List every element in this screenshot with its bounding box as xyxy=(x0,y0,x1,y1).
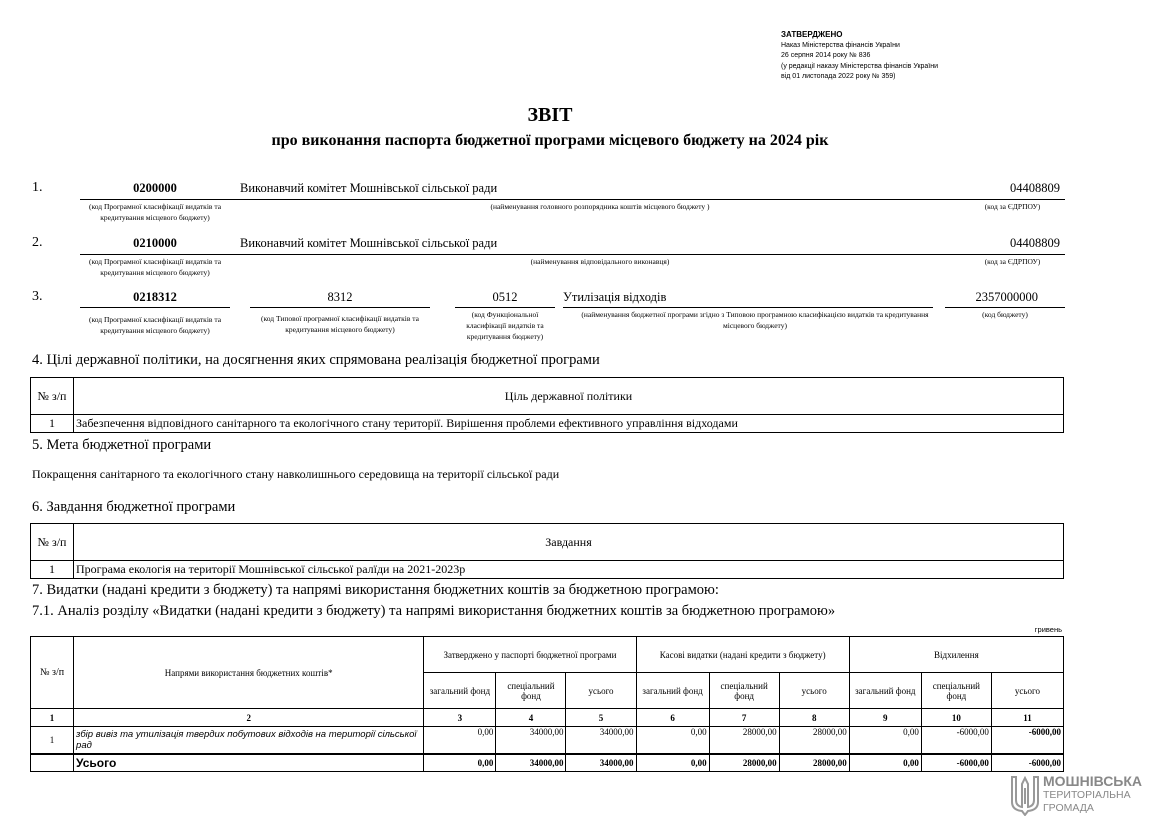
row3-underline-tpkvk xyxy=(250,307,430,308)
unit-label: гривень xyxy=(1034,625,1062,634)
col-number: 10 xyxy=(921,709,991,727)
col-number: 2 xyxy=(74,709,424,727)
exp-sub-special: спеціальний фонд xyxy=(709,673,779,709)
row2-name: Виконавчий комітет Мошнівської сільської ради xyxy=(240,236,498,250)
total-value: 0,00 xyxy=(424,754,496,772)
exp-row-name: збір вивіз та утилізація твердих побутових відходів на території сільської рад xyxy=(74,727,424,754)
exp-col-direction: Напрями використання бюджетних коштів* xyxy=(74,637,424,709)
row1-number: 1. xyxy=(32,180,43,195)
exp-sub-total: усього xyxy=(991,673,1063,709)
row2-edrpou: 04408809 xyxy=(1010,236,1060,250)
total-row xyxy=(31,754,1064,772)
row1-code-caption: (код Програмної класифікації видатків та кредитування місцевого бюджету) xyxy=(88,202,222,222)
col-number: 9 xyxy=(849,709,921,727)
row3-fkvk: 0512 xyxy=(492,290,518,304)
col-number: 6 xyxy=(636,709,709,727)
col-number: 3 xyxy=(424,709,496,727)
exp-row-value: 34000,00 xyxy=(566,727,636,754)
exp-row-value: 28000,00 xyxy=(779,727,849,754)
trident-logo-icon xyxy=(1010,774,1040,816)
table-row xyxy=(31,727,1064,754)
approval-line: від 01 листопада 2022 року № 359) xyxy=(781,73,896,80)
exp-col-num: № з/п xyxy=(31,637,74,709)
row3-name-caption: (найменування бюджетної програми згідно з Типовою програмною класифікацією видатків та кредитування місцевого бюджету) xyxy=(581,310,929,330)
col-number: 11 xyxy=(991,709,1063,727)
exp-sub-general: загальний фонд xyxy=(849,673,921,709)
row1-code: 0200000 xyxy=(133,181,177,195)
row1-edrpou: 04408809 xyxy=(1010,181,1060,195)
exp-row-value: -6000,00 xyxy=(991,727,1063,754)
exp-sub-total: усього xyxy=(566,673,636,709)
tasks-col-name: Завдання xyxy=(74,524,1064,561)
expenditure-table xyxy=(30,636,1064,772)
row3-tpkvk: 8312 xyxy=(327,290,353,304)
row3-name: Утилізація відходів xyxy=(563,290,667,304)
column-numbers-row xyxy=(31,709,1064,727)
row3-code-caption: (код Програмної класифікації видатків та кредитування місцевого бюджету) xyxy=(88,315,222,335)
row3-number: 3. xyxy=(32,289,43,304)
col-number: 1 xyxy=(31,709,74,727)
tasks-col-num: № з/п xyxy=(31,524,74,561)
section7-title: 7. Видатки (надані кредити з бюджету) та напрямі використання бюджетних коштів за бюджетною програмою: xyxy=(32,582,719,598)
row2-code-caption: (код Програмної класифікації видатків та кредитування місцевого бюджету) xyxy=(88,257,222,277)
approval-line: (у редакції наказу Міністерства фінансів України xyxy=(781,62,939,70)
tasks-row-text: Програма екологія на території Мошнівської сільської ралїди на 2021-2023р xyxy=(74,561,1064,579)
approval-line: 26 серпня 2014 року № 836 xyxy=(781,52,871,59)
tasks-table xyxy=(30,523,1064,579)
goals-row-num: 1 xyxy=(31,415,74,433)
exp-row-value: -6000,00 xyxy=(921,727,991,754)
row3-underline-code xyxy=(80,307,230,308)
row3-budget-code: 2357000000 xyxy=(975,290,1038,304)
report-subtitle: про виконання паспорта бюджетної програми місцевого бюджету на 2024 рік xyxy=(271,132,829,149)
logo-line1: МОШНІВСЬКА xyxy=(1043,773,1143,789)
row2-number: 2. xyxy=(32,235,43,250)
row2-edrpou-caption: (код за ЄДРПОУ) xyxy=(984,257,1041,266)
row3-tpkvk-caption: (код Типової програмної класифікації видатків та кредитування місцевого бюджету) xyxy=(260,314,420,334)
section6-title: 6. Завдання бюджетної програми xyxy=(32,499,236,515)
row2-name-caption: (найменування відповідального виконавця) xyxy=(530,257,670,266)
row2-code: 0210000 xyxy=(133,236,177,250)
total-value: 0,00 xyxy=(636,754,709,772)
row2-underline xyxy=(80,254,1065,255)
row3-underline-budget xyxy=(945,307,1065,308)
col-number: 8 xyxy=(779,709,849,727)
exp-row-value: 28000,00 xyxy=(709,727,779,754)
exp-sub-special: спеціальний фонд xyxy=(496,673,566,709)
approval-heading: ЗАТВЕРДЖЕНО xyxy=(781,30,843,39)
total-value: 0,00 xyxy=(849,754,921,772)
row3-underline-fkvk xyxy=(455,307,555,308)
exp-row-value: 0,00 xyxy=(849,727,921,754)
col-number: 4 xyxy=(496,709,566,727)
exp-row-value: 0,00 xyxy=(424,727,496,754)
row1-underline xyxy=(80,199,1065,200)
col-number: 7 xyxy=(709,709,779,727)
exp-row-value: 34000,00 xyxy=(496,727,566,754)
table-row xyxy=(31,561,1064,579)
exp-col-approved: Затверджено у паспорті бюджетної програми xyxy=(424,637,636,673)
exp-sub-general: загальний фонд xyxy=(636,673,709,709)
total-row-num xyxy=(31,754,74,772)
row3-fkvk-caption: (код Функціональної класифікації видатків та кредитування бюджету) xyxy=(466,310,544,341)
total-row-label: Усього xyxy=(74,754,424,772)
row3-underline-name xyxy=(563,307,933,308)
total-value: 34000,00 xyxy=(566,754,636,772)
logo-line2: ТЕРИТОРІАЛЬНА xyxy=(1043,789,1131,801)
section5-text: Покращення санітарного та екологічного стану навколишнього середовища на території сільської ради xyxy=(32,467,560,481)
tasks-row-num: 1 xyxy=(31,561,74,579)
goals-table xyxy=(30,377,1064,433)
goals-col-num: № з/п xyxy=(31,378,74,415)
row1-edrpou-caption: (код за ЄДРПОУ) xyxy=(984,202,1041,211)
exp-row-value: 0,00 xyxy=(636,727,709,754)
section5-title: 5. Мета бюджетної програми xyxy=(32,437,212,453)
exp-col-cash: Касові видатки (надані кредити з бюджету) xyxy=(636,637,849,673)
row1-name: Виконавчий комітет Мошнівської сільської ради xyxy=(240,181,498,195)
row3-budget-caption: (код бюджету) xyxy=(982,310,1028,319)
section4-title: 4. Цілі державної політики, на досягнення яких спрямована реалізація бюджетної програми xyxy=(32,352,600,368)
logo-line3: ГРОМАДА xyxy=(1043,802,1094,814)
goals-col-name: Ціль державної політики xyxy=(74,378,1064,415)
total-value: 28000,00 xyxy=(779,754,849,772)
section7-subtitle: 7.1. Аналіз розділу «Видатки (надані кредити з бюджету) та напрямі використання бюджетних коштів за бюджетною програмою» xyxy=(32,603,836,619)
total-value: 34000,00 xyxy=(496,754,566,772)
goals-row-text: Забезпечення відповідного санітарного та екологічного стану території. Вирішення проблеми ефективного управління відходами xyxy=(74,415,1064,433)
row3-code: 0218312 xyxy=(133,290,177,304)
exp-row-num: 1 xyxy=(31,727,74,754)
total-value: -6000,00 xyxy=(991,754,1063,772)
approval-line: Наказ Міністерства фінансів України xyxy=(781,41,900,49)
row1-name-caption: (найменування головного розпорядника коштів місцевого бюджету ) xyxy=(490,202,710,211)
approval-block xyxy=(781,30,938,83)
report-title: ЗВІТ xyxy=(527,104,573,126)
total-value: -6000,00 xyxy=(921,754,991,772)
col-number: 5 xyxy=(566,709,636,727)
exp-sub-total: усього xyxy=(779,673,849,709)
exp-col-deviation: Відхилення xyxy=(849,637,1063,673)
table-row xyxy=(31,415,1064,433)
total-value: 28000,00 xyxy=(709,754,779,772)
exp-sub-general: загальний фонд xyxy=(424,673,496,709)
exp-sub-special: спеціальний фонд xyxy=(921,673,991,709)
